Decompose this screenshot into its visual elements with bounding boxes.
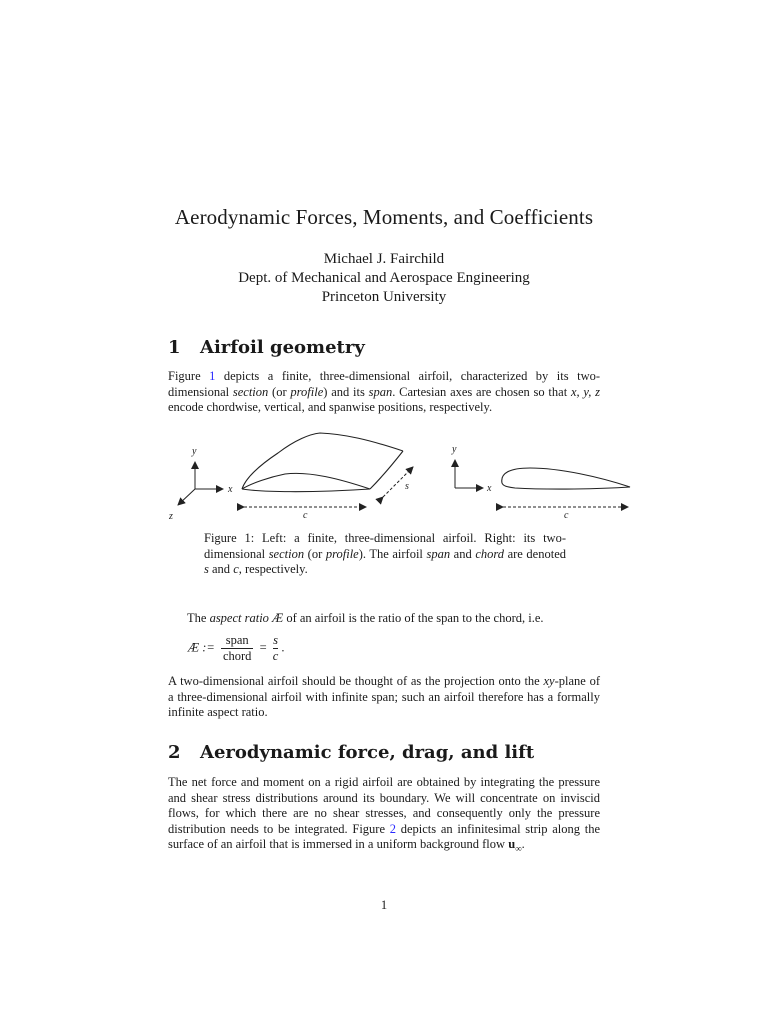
figure-1-link[interactable]: 1 [209, 369, 216, 383]
author-institution: Princeton University [321, 289, 447, 305]
section-number: 1 [168, 337, 181, 358]
section-number: 2 [168, 742, 181, 763]
fraction-s-c: $\frac{s}{c}$ [272, 633, 279, 663]
author-name: Michael J. Fairchild [323, 251, 445, 267]
paper-title: Aerodynamic Forces, Moments, and Coefficients [174, 205, 594, 229]
airfoil-profile-2d [502, 468, 630, 489]
axis-label-z-left: z [169, 511, 173, 522]
page-number: 1 [380, 898, 388, 912]
section-2-heading [168, 742, 534, 763]
section-1-paragraph-2: The aspect ratio Æ of an airfoil is the ratio of the span to the chord, i.e. [187, 611, 544, 625]
wing-3d [242, 433, 403, 492]
aspect-ratio-equation: Æ := $\frac{\text{span}}{\text{chord}}$ = $\frac{s}{c}$ . [188, 633, 285, 663]
span-label-s: s [405, 481, 409, 492]
figure-1-airfoil-diagram [160, 425, 640, 525]
section-2-paragraph-1: The net force and moment on a rigid airfoil are obtained by integrating the pressure and shear stress distributions around its boundary. We will concentrate on inviscid flows, for which there are no shear stresses, and consequently only the pressure distribution needs to be integrated. Figure 2 depicts an infinitesimal strip along the surface of an airfoil that is immersed in a uniform background flow $u_\infty$. [168, 775, 601, 854]
author-affiliation: Dept. of Mechanical and Aerospace Engineering [238, 270, 530, 286]
section-1-paragraph-3: A two-dimensional airfoil should be thought of as the projection onto the xy-plane of a three-dimensional airfoil with infinite span; such an airfoil therefore has a formally infinite aspect ratio. [168, 674, 600, 719]
figure-1-caption: Figure 1: Left: a finite, three-dimensional airfoil. Right: its two-dimensional section (or profile). The airfoil span and chord are denoted s and c, respectively. [204, 531, 566, 576]
axis-label-x-right: x [487, 483, 492, 494]
figure-2-link[interactable]: 2 [389, 821, 396, 836]
section-1-paragraph-1: Figure 1 depicts a finite, three-dimensional airfoil, characterized by its two-dimensional section (or profile) and its span. Cartesian axes are chosen so that x, y, z encode chordwise, vertical, and spanwise positions, respectively. [168, 369, 601, 414]
fraction-span-chord: $\frac{\text{span}}{\text{chord}}$ [222, 633, 252, 663]
right-axes [455, 460, 483, 488]
left-axes [178, 462, 223, 505]
section-1-heading [168, 337, 365, 358]
axis-label-x-left: x [228, 484, 233, 495]
axis-label-y-left: y [192, 446, 197, 457]
axis-label-y-right: y [452, 444, 457, 455]
chord-label-c-left: c [303, 510, 308, 521]
section-title: Aerodynamic force, drag, and lift [200, 742, 535, 763]
chord-label-c-right: c [564, 510, 569, 521]
section-title: Airfoil geometry [200, 337, 365, 358]
